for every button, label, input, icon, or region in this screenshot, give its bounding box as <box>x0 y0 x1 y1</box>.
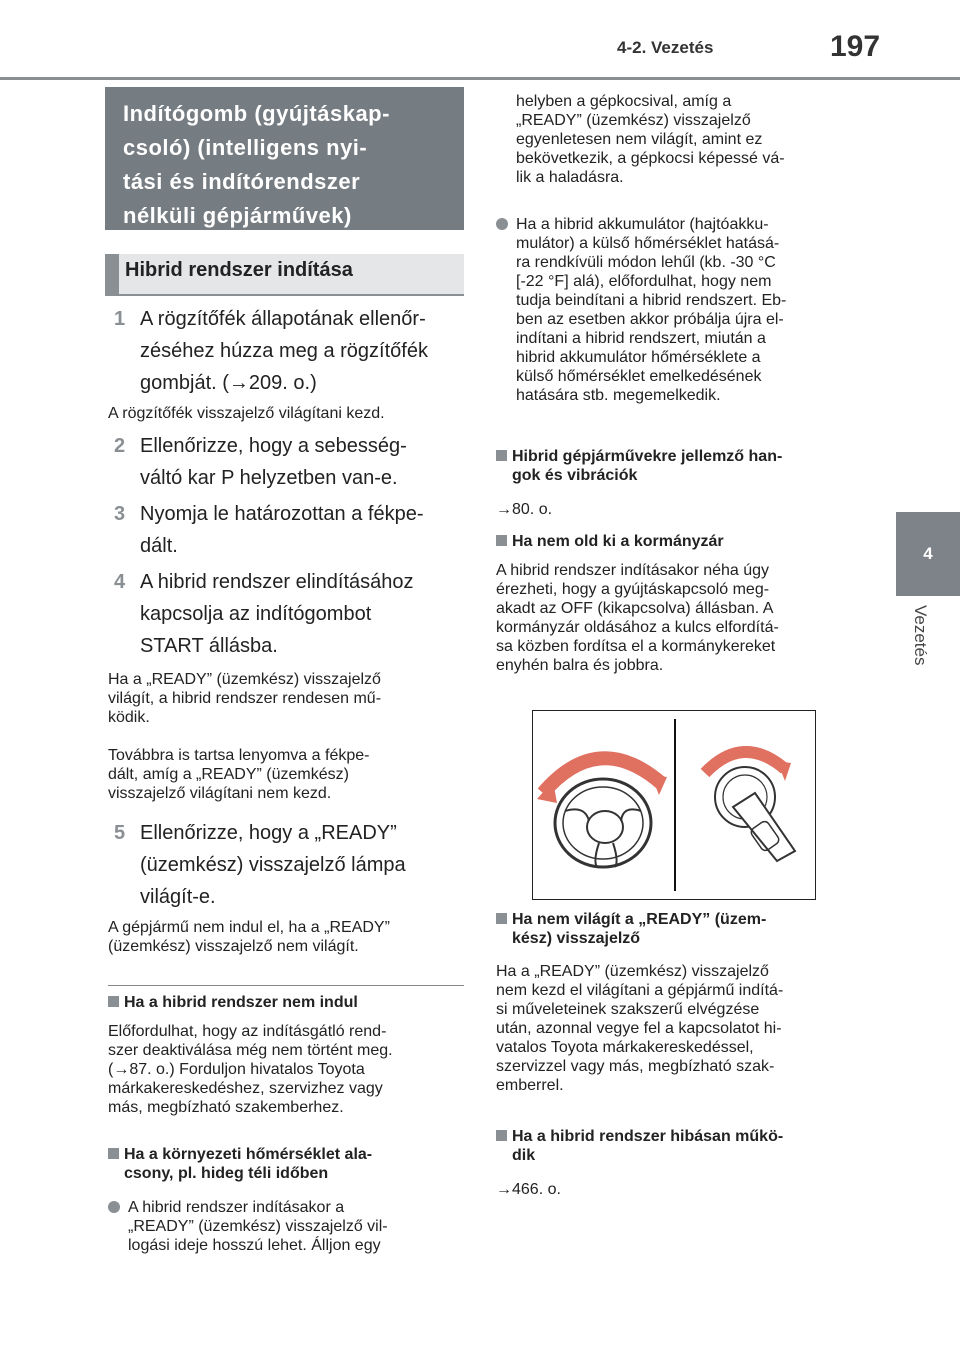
body-line: egyenletesen nem világít, amint ez <box>516 131 763 148</box>
section-heading-line: Indítógomb (gyújtáskap- <box>123 101 390 126</box>
note-line: világít, a hibrid rendszer rendesen mű- <box>108 690 382 707</box>
step-text: A hibrid rendszer elindításához <box>140 571 414 593</box>
body-line: külső hőmérséklet emelkedésének <box>516 368 762 385</box>
bullet-cold-1 <box>108 1198 464 1255</box>
step-number: 3 <box>114 503 126 525</box>
body-line: után, azonnal vegye fel a kapcsolatot hi- <box>496 1020 782 1037</box>
body-line: „READY” (üzemkész) visszajelző <box>516 112 751 129</box>
body-line: indítani a hibrid rendszert, miután a <box>516 330 766 347</box>
square-bullet-icon <box>108 996 119 1007</box>
running-header: 4-2. Vezetés <box>617 38 714 57</box>
body-line: vatalos Toyota márkakereskedéssel, <box>496 1039 754 1056</box>
note-line: Ha a „READY” (üzemkész) visszajelző <box>108 671 381 688</box>
info-body-steering-lock <box>496 561 856 675</box>
body-line: lik a haladásra. <box>516 169 624 186</box>
step-text: (üzemkész) visszajelző lámpa <box>140 854 406 876</box>
body-line: márkakereskedéshez, szervizhez vagy <box>108 1080 383 1097</box>
note-line: Továbbra is tartsa lenyomva a fékpe- <box>108 747 370 764</box>
step-text: gombját. (→209. o.) <box>140 372 317 394</box>
body-line: más, megbízható szakemberhez. <box>108 1099 344 1116</box>
info-title-no-start <box>108 993 464 1012</box>
body-line: A hibrid rendszer indításakor néha úgy <box>496 562 770 579</box>
body-line: sa közben fordítsa el a kormánykereket <box>496 638 776 655</box>
steering-lock-illustration <box>532 710 816 900</box>
step-text: A rögzítőfék állapotának ellenőr- <box>140 308 426 330</box>
info-title-text: Ha a hibrid rendszer hibásan műkö- <box>512 1128 784 1145</box>
step-1 <box>114 303 464 399</box>
info-title-text: Ha nem világít a „READY” (üzem- <box>512 911 767 928</box>
bullet-cold-1-cont <box>496 92 856 187</box>
section-heading-line: tási és indítórendszer <box>123 169 361 194</box>
body-line: emberrel. <box>496 1077 564 1094</box>
note-step-5 <box>108 918 464 956</box>
body-line: „READY” (üzemkész) visszajelző vil- <box>128 1218 388 1235</box>
body-line: Ha a hibrid akkumulátor (hajtóakku- <box>516 216 769 233</box>
info-body-malfunction: →466. o. <box>496 1181 561 1198</box>
step-text: kapcsolja az indítógombot <box>140 603 372 625</box>
step-text: Ellenőrizze, hogy a sebesség- <box>140 435 407 457</box>
body-line: A hibrid rendszer indításakor a <box>128 1199 345 1216</box>
body-line: Előfordulhat, hogy az indításgátló rend- <box>108 1023 387 1040</box>
info-title-cold <box>108 1145 464 1183</box>
info-body-no-start <box>108 1022 464 1117</box>
info-title-malfunction <box>496 1127 856 1165</box>
body-line: tudja beindítani a hibrid rendszert. Eb- <box>516 292 787 309</box>
note-line: (üzemkész) visszajelző nem világít. <box>108 938 359 955</box>
body-line: ra rendkívüli módon lehűl (kb. -30 °C <box>516 254 776 271</box>
step-text: zéséhez húzza meg a rögzítőfék <box>140 340 428 362</box>
step-text: váltó kar P helyzetben van-e. <box>140 467 398 489</box>
round-bullet-icon <box>496 218 508 230</box>
body-line: kormányzár oldásához a kulcs elfordítá- <box>496 619 779 636</box>
step-text: Nyomja le határozottan a fékpe- <box>140 503 424 525</box>
section-heading-line: nélküli gépjárművek) <box>123 203 352 228</box>
square-bullet-icon <box>496 535 507 546</box>
step-3 <box>114 498 464 562</box>
step-text: dált. <box>140 535 178 557</box>
body-line: enyhén balra és jobbra. <box>496 657 664 674</box>
body-line: Ha a „READY” (üzemkész) visszajelző <box>496 963 769 980</box>
square-bullet-icon <box>496 913 507 924</box>
step-5 <box>114 817 464 913</box>
step-text: Ellenőrizze, hogy a „READY” <box>140 822 397 844</box>
step-4 <box>114 566 464 662</box>
round-bullet-icon <box>108 1201 120 1213</box>
info-body-ready-off <box>496 962 856 1095</box>
square-bullet-icon <box>496 1130 507 1141</box>
step-text: világít-e. <box>140 886 216 908</box>
step-2 <box>114 430 464 494</box>
body-line: akadt az OFF (kikapcsolva) állásban. A <box>496 600 774 617</box>
body-line: érezheti, hogy a gyújtáskapcsoló meg- <box>496 581 770 598</box>
square-bullet-icon <box>496 450 507 461</box>
info-title-text: kész) visszajelző <box>512 930 641 947</box>
body-line: szervizzel vagy más, megbízható szak- <box>496 1058 775 1075</box>
step-text: START állásba. <box>140 635 278 657</box>
info-title-text: Ha a hibrid rendszer nem indul <box>124 994 358 1011</box>
body-line: ben az esetben akkor próbálja újra el- <box>516 311 784 328</box>
info-title-text: csony, pl. hideg téli időben <box>124 1165 329 1182</box>
step-number: 4 <box>114 571 126 593</box>
header-rule <box>0 77 960 80</box>
info-title-text: gok és vibrációk <box>512 467 638 484</box>
body-line: mulátor) a külső hőmérséklet hatásá- <box>516 235 780 252</box>
body-line: szer deaktiválása még nem történt meg. <box>108 1042 393 1059</box>
steering-and-key-drawing <box>533 711 815 899</box>
info-body-sounds: →80. o. <box>496 501 553 518</box>
info-title-sounds <box>496 447 856 485</box>
body-line: helyben a gépkocsival, amíg a <box>516 93 732 110</box>
body-line: hatására stb. megemelkedik. <box>516 387 721 404</box>
section-heading <box>105 87 464 230</box>
chapter-tab-label: Vezetés <box>911 605 930 666</box>
square-bullet-icon <box>108 1148 119 1159</box>
body-line: si műveleteinek szakszerű elvégzése <box>496 1001 760 1018</box>
info-title-text: dik <box>512 1147 536 1164</box>
bullet-cold-2 <box>496 215 856 405</box>
note-line: A gépjármű nem indul el, ha a „READY” <box>108 919 390 936</box>
body-line: [-22 °F] alá), előfordulhat, hogy nem <box>516 273 772 290</box>
note-line: visszajelző világítani nem kezd. <box>108 785 332 802</box>
body-line: bekövetkezik, a gépkocsi képessé vá- <box>516 150 785 167</box>
body-line: (→87. o.) Forduljon hivatalos Toyota <box>108 1061 365 1078</box>
note-step-4a <box>108 670 464 727</box>
body-line: hibrid akkumulátor hőmérséklete a <box>516 349 761 366</box>
body-line: nem kezd el világítani a gépjármű indítá- <box>496 982 784 999</box>
info-title-steering-lock <box>496 532 856 551</box>
info-title-text: Hibrid gépjárművekre jellemző han- <box>512 448 783 465</box>
note-line: dált, amíg a „READY” (üzemkész) <box>108 766 349 783</box>
step-number: 1 <box>114 308 126 330</box>
info-title-text: Ha nem old ki a kormányzár <box>512 533 724 550</box>
info-title-text: Ha a környezeti hőmérséklet ala- <box>124 1146 373 1163</box>
sub-heading: Hibrid rendszer indítása <box>105 254 464 296</box>
note-line: ködik. <box>108 709 150 726</box>
info-title-ready-off <box>496 910 856 948</box>
section-heading-line: csoló) (intelligens nyi- <box>123 135 368 160</box>
step-number: 2 <box>114 435 126 457</box>
body-line: logási ideje hosszú lehet. Álljon egy <box>128 1237 381 1254</box>
note-step-4b <box>108 746 464 803</box>
chapter-tab: 4 <box>896 512 960 596</box>
step-number: 5 <box>114 822 126 844</box>
section-divider <box>108 985 464 986</box>
page-number: 197 <box>830 30 881 63</box>
note-step-1: A rögzítőfék visszajelző világítani kezd. <box>108 405 385 422</box>
